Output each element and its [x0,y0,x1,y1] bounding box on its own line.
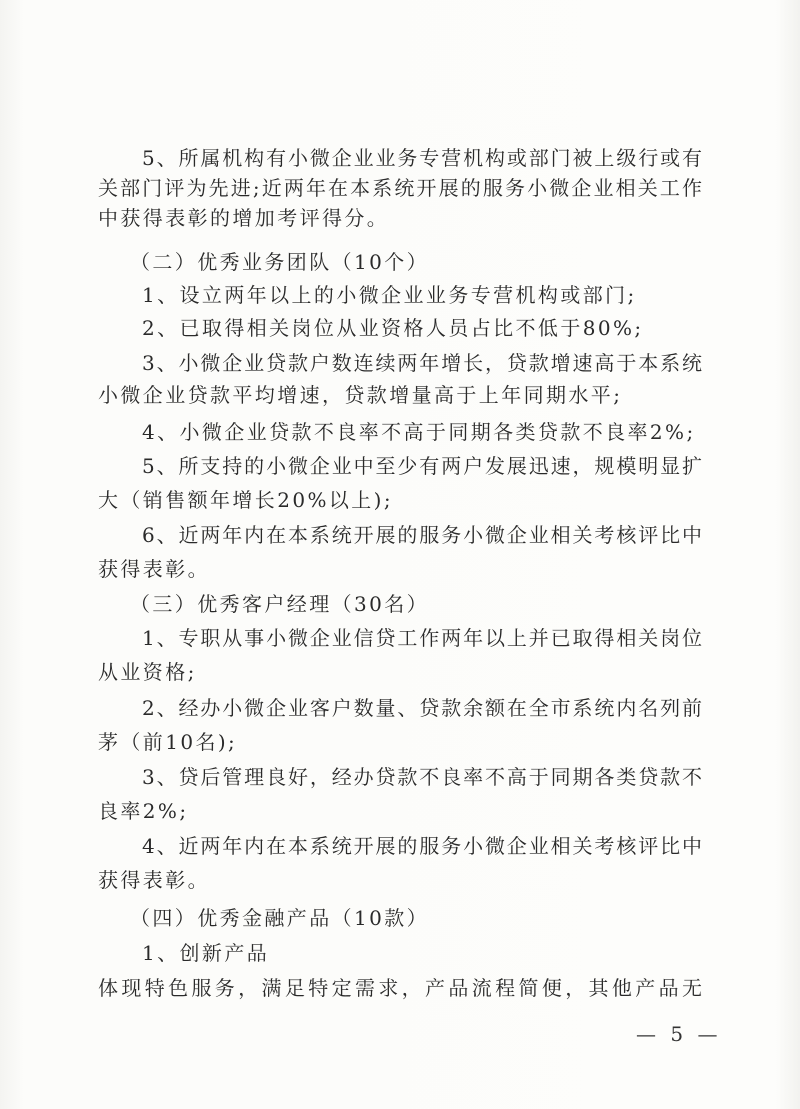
list-item: 1、专职从事小微企业信贷工作两年以上并已取得相关岗位 [142,626,702,650]
section-heading: （三）优秀客户经理（30名） [130,592,430,616]
list-item: 3、贷后管理良好，经办贷款不良率不高于同期各类贷款不 [142,765,702,789]
list-item: 5、所支持的小微企业中至少有两户发展迅速，规模明显扩 [142,454,702,478]
paragraph-line: 中获得表彰的增加考评得分。 [98,206,390,230]
list-item: 1、创新产品 [142,941,270,965]
list-item: 4、小微企业贷款不良率不高于同期各类贷款不良率2%; [142,420,696,444]
section-heading: （四）优秀金融产品（10款） [130,906,430,930]
paragraph-line: 5、所属机构有小微企业业务专营机构或部门被上级行或有 [142,146,702,170]
page-number: — 5 — [636,1022,722,1046]
list-item: 6、近两年内在本系统开展的服务小微企业相关考核评比中 [142,523,702,547]
paragraph-line: 获得表彰。 [98,557,210,581]
paragraph-line: 茅（前10名); [98,730,238,754]
paragraph-line: 获得表彰。 [98,868,210,892]
paragraph-line: 大（销售额年增长20%以上); [98,488,393,512]
paragraph-line: 良率2%; [98,799,189,823]
list-item: 1、设立两年以上的小微企业业务专营机构或部门; [142,283,637,307]
paragraph-line: 关部门评为先进;近两年在本系统开展的服务小微企业相关工作 [98,176,702,200]
paragraph-line: 从业资格; [98,660,197,684]
paragraph-line: 体现特色服务，满足特定需求，产品流程简便，其他产品无 [98,976,702,1000]
list-item: 4、近两年内在本系统开展的服务小微企业相关考核评比中 [142,834,702,858]
list-item: 3、小微企业贷款户数连续两年增长，贷款增速高于本系统 [142,351,702,375]
list-item: 2、已取得相关岗位从业资格人员占比不低于80%; [142,316,644,340]
section-heading: （二）优秀业务团队（10个） [130,250,430,274]
paragraph-line: 小微企业贷款平均增速，贷款增量高于上年同期水平; [98,383,623,407]
list-item: 2、经办小微企业客户数量、贷款余额在全市系统内名列前 [142,696,702,720]
